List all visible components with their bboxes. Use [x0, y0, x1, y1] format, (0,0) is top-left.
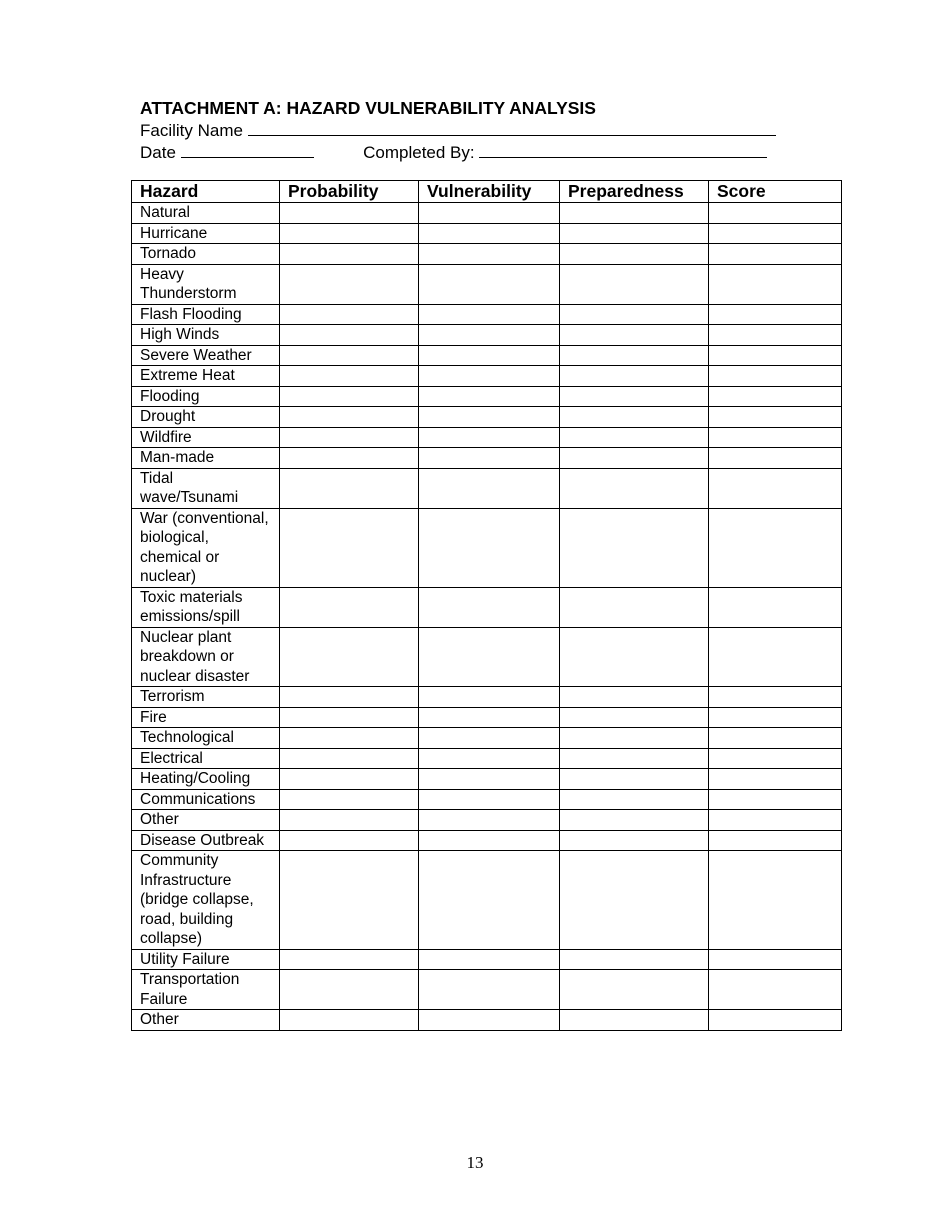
preparedness-cell[interactable] [560, 970, 709, 1010]
probability-cell[interactable] [280, 508, 419, 587]
vulnerability-cell[interactable] [419, 448, 560, 469]
probability-cell[interactable] [280, 1010, 419, 1031]
score-cell[interactable] [709, 587, 842, 627]
score-cell[interactable] [709, 748, 842, 769]
category-label: Natural [132, 203, 280, 224]
category-row [132, 448, 842, 469]
hazard-label: Other [132, 1010, 280, 1031]
score-cell[interactable] [709, 949, 842, 970]
header-hazard: Hazard [132, 181, 280, 203]
hazard-label: Heating/Cooling [132, 769, 280, 790]
score-cell[interactable] [709, 830, 842, 851]
preparedness-cell[interactable] [560, 1010, 709, 1031]
hazard-label: Toxic materials emissions/spill [132, 587, 280, 627]
page-number: 13 [466, 1153, 484, 1172]
table-row [132, 949, 842, 970]
probability-cell[interactable] [280, 949, 419, 970]
hazard-label: Communications [132, 789, 280, 810]
category-label: Other [132, 810, 280, 831]
hazard-label: Wildfire [132, 427, 280, 448]
table-row [132, 264, 842, 304]
hazard-label: High Winds [132, 325, 280, 346]
probability-cell[interactable] [280, 264, 419, 304]
hazard-label: Transportation Failure [132, 970, 280, 1010]
score-cell[interactable] [709, 468, 842, 508]
hazard-label: Nuclear plant breakdown or nuclear disaster [132, 627, 280, 687]
hazard-label: Hurricane [132, 223, 280, 244]
preparedness-cell[interactable] [560, 448, 709, 469]
preparedness-cell[interactable] [560, 728, 709, 749]
vulnerability-cell[interactable] [419, 949, 560, 970]
vulnerability-cell[interactable] [419, 707, 560, 728]
hazard-label: Terrorism [132, 687, 280, 708]
hazard-label: Severe Weather [132, 345, 280, 366]
probability-cell[interactable] [280, 203, 419, 224]
preparedness-cell[interactable] [560, 468, 709, 508]
preparedness-cell[interactable] [560, 789, 709, 810]
table-row [132, 830, 842, 851]
score-cell[interactable] [709, 264, 842, 304]
score-cell[interactable] [709, 687, 842, 708]
score-cell[interactable] [709, 851, 842, 950]
form-header [140, 97, 820, 163]
table-row [132, 325, 842, 346]
probability-cell[interactable] [280, 728, 419, 749]
preparedness-cell[interactable] [560, 851, 709, 950]
probability-cell[interactable] [280, 789, 419, 810]
vulnerability-cell[interactable] [419, 769, 560, 790]
preparedness-cell[interactable] [560, 223, 709, 244]
score-cell[interactable] [709, 789, 842, 810]
vulnerability-cell[interactable] [419, 970, 560, 1010]
vulnerability-cell[interactable] [419, 304, 560, 325]
document-title: ATTACHMENT A: HAZARD VULNERABILITY ANALYSIS [140, 98, 596, 118]
date-completed-line [140, 141, 820, 163]
header-row [132, 181, 842, 203]
table-row [132, 970, 842, 1010]
preparedness-cell[interactable] [560, 386, 709, 407]
probability-cell[interactable] [280, 587, 419, 627]
table-row [132, 707, 842, 728]
probability-cell[interactable] [280, 407, 419, 428]
table-row [132, 304, 842, 325]
preparedness-cell[interactable] [560, 627, 709, 687]
date-field[interactable] [181, 141, 314, 158]
category-row [132, 810, 842, 831]
vulnerability-cell[interactable] [419, 264, 560, 304]
probability-cell[interactable] [280, 810, 419, 831]
score-cell[interactable] [709, 508, 842, 587]
vulnerability-cell[interactable] [419, 627, 560, 687]
score-cell[interactable] [709, 769, 842, 790]
header-preparedness: Preparedness [560, 181, 709, 203]
probability-cell[interactable] [280, 427, 419, 448]
vulnerability-cell[interactable] [419, 345, 560, 366]
preparedness-cell[interactable] [560, 244, 709, 265]
hazard-label: Community Infrastructure (bridge collapse, road, building collapse) [132, 851, 280, 950]
table-row [132, 386, 842, 407]
probability-cell[interactable] [280, 707, 419, 728]
vulnerability-cell[interactable] [419, 386, 560, 407]
vulnerability-cell[interactable] [419, 468, 560, 508]
score-cell[interactable] [709, 810, 842, 831]
header-vulnerability: Vulnerability [419, 181, 560, 203]
facility-name-label: Facility Name [140, 121, 243, 140]
completed-by-field[interactable] [479, 141, 767, 158]
vulnerability-cell[interactable] [419, 810, 560, 831]
category-label: Technological [132, 728, 280, 749]
table-row [132, 587, 842, 627]
vulnerability-cell[interactable] [419, 203, 560, 224]
score-cell[interactable] [709, 325, 842, 346]
probability-cell[interactable] [280, 223, 419, 244]
date-label: Date [140, 143, 176, 162]
score-cell[interactable] [709, 345, 842, 366]
hazard-label: Flooding [132, 386, 280, 407]
hazard-label: Flash Flooding [132, 304, 280, 325]
table-row [132, 427, 842, 448]
category-row [132, 728, 842, 749]
hazard-label: Utility Failure [132, 949, 280, 970]
score-cell[interactable] [709, 627, 842, 687]
table-row [132, 244, 842, 265]
table-row [132, 789, 842, 810]
header-probability: Probability [280, 181, 419, 203]
score-cell[interactable] [709, 407, 842, 428]
probability-cell[interactable] [280, 244, 419, 265]
score-cell[interactable] [709, 304, 842, 325]
probability-cell[interactable] [280, 970, 419, 1010]
score-cell[interactable] [709, 728, 842, 749]
vulnerability-cell[interactable] [419, 728, 560, 749]
facility-name-field[interactable] [248, 119, 776, 136]
preparedness-cell[interactable] [560, 407, 709, 428]
preparedness-cell[interactable] [560, 345, 709, 366]
hazard-vulnerability-table [131, 180, 842, 1031]
table-row [132, 1010, 842, 1031]
vulnerability-cell[interactable] [419, 789, 560, 810]
table-row [132, 468, 842, 508]
probability-cell[interactable] [280, 468, 419, 508]
probability-cell[interactable] [280, 627, 419, 687]
table-row [132, 769, 842, 790]
table-body [132, 203, 842, 1031]
probability-cell[interactable] [280, 769, 419, 790]
preparedness-cell[interactable] [560, 304, 709, 325]
table-row [132, 407, 842, 428]
score-cell[interactable] [709, 366, 842, 387]
table-row [132, 687, 842, 708]
probability-cell[interactable] [280, 448, 419, 469]
score-cell[interactable] [709, 223, 842, 244]
table-row [132, 851, 842, 950]
preparedness-cell[interactable] [560, 508, 709, 587]
preparedness-cell[interactable] [560, 264, 709, 304]
hazard-label: Disease Outbreak [132, 830, 280, 851]
preparedness-cell[interactable] [560, 748, 709, 769]
vulnerability-cell[interactable] [419, 851, 560, 950]
score-cell[interactable] [709, 203, 842, 224]
preparedness-cell[interactable] [560, 949, 709, 970]
preparedness-cell[interactable] [560, 587, 709, 627]
hazard-label: Electrical [132, 748, 280, 769]
score-cell[interactable] [709, 970, 842, 1010]
category-row [132, 203, 842, 224]
score-cell[interactable] [709, 707, 842, 728]
hazard-label: Fire [132, 707, 280, 728]
hazard-label: Drought [132, 407, 280, 428]
preparedness-cell[interactable] [560, 830, 709, 851]
vulnerability-cell[interactable] [419, 748, 560, 769]
probability-cell[interactable] [280, 325, 419, 346]
score-cell[interactable] [709, 1010, 842, 1031]
preparedness-cell[interactable] [560, 427, 709, 448]
vulnerability-cell[interactable] [419, 223, 560, 244]
table-row [132, 366, 842, 387]
preparedness-cell[interactable] [560, 203, 709, 224]
score-cell[interactable] [709, 244, 842, 265]
vulnerability-cell[interactable] [419, 427, 560, 448]
header-score: Score [709, 181, 842, 203]
preparedness-cell[interactable] [560, 810, 709, 831]
probability-cell[interactable] [280, 345, 419, 366]
score-cell[interactable] [709, 427, 842, 448]
preparedness-cell[interactable] [560, 687, 709, 708]
completed-by-label: Completed By: [363, 143, 475, 162]
preparedness-cell[interactable] [560, 366, 709, 387]
preparedness-cell[interactable] [560, 707, 709, 728]
vulnerability-cell[interactable] [419, 325, 560, 346]
vulnerability-cell[interactable] [419, 830, 560, 851]
hazard-label: War (conventional, biological, chemical or nuclear) [132, 508, 280, 587]
vulnerability-cell[interactable] [419, 407, 560, 428]
score-cell[interactable] [709, 386, 842, 407]
vulnerability-cell[interactable] [419, 587, 560, 627]
facility-name-line [140, 119, 820, 141]
probability-cell[interactable] [280, 304, 419, 325]
vulnerability-cell[interactable] [419, 508, 560, 587]
hazard-label: Tidal wave/Tsunami [132, 468, 280, 508]
hazard-label: Tornado [132, 244, 280, 265]
score-cell[interactable] [709, 448, 842, 469]
category-label: Man-made [132, 448, 280, 469]
probability-cell[interactable] [280, 386, 419, 407]
probability-cell[interactable] [280, 687, 419, 708]
hazard-label: Heavy Thunderstorm [132, 264, 280, 304]
preparedness-cell[interactable] [560, 325, 709, 346]
table-row [132, 627, 842, 687]
table-row [132, 223, 842, 244]
preparedness-cell[interactable] [560, 769, 709, 790]
probability-cell[interactable] [280, 851, 419, 950]
vulnerability-cell[interactable] [419, 1010, 560, 1031]
table-row [132, 508, 842, 587]
probability-cell[interactable] [280, 366, 419, 387]
vulnerability-cell[interactable] [419, 687, 560, 708]
table-row [132, 345, 842, 366]
table-row [132, 748, 842, 769]
probability-cell[interactable] [280, 748, 419, 769]
vulnerability-cell[interactable] [419, 244, 560, 265]
vulnerability-cell[interactable] [419, 366, 560, 387]
hazard-label: Extreme Heat [132, 366, 280, 387]
probability-cell[interactable] [280, 830, 419, 851]
